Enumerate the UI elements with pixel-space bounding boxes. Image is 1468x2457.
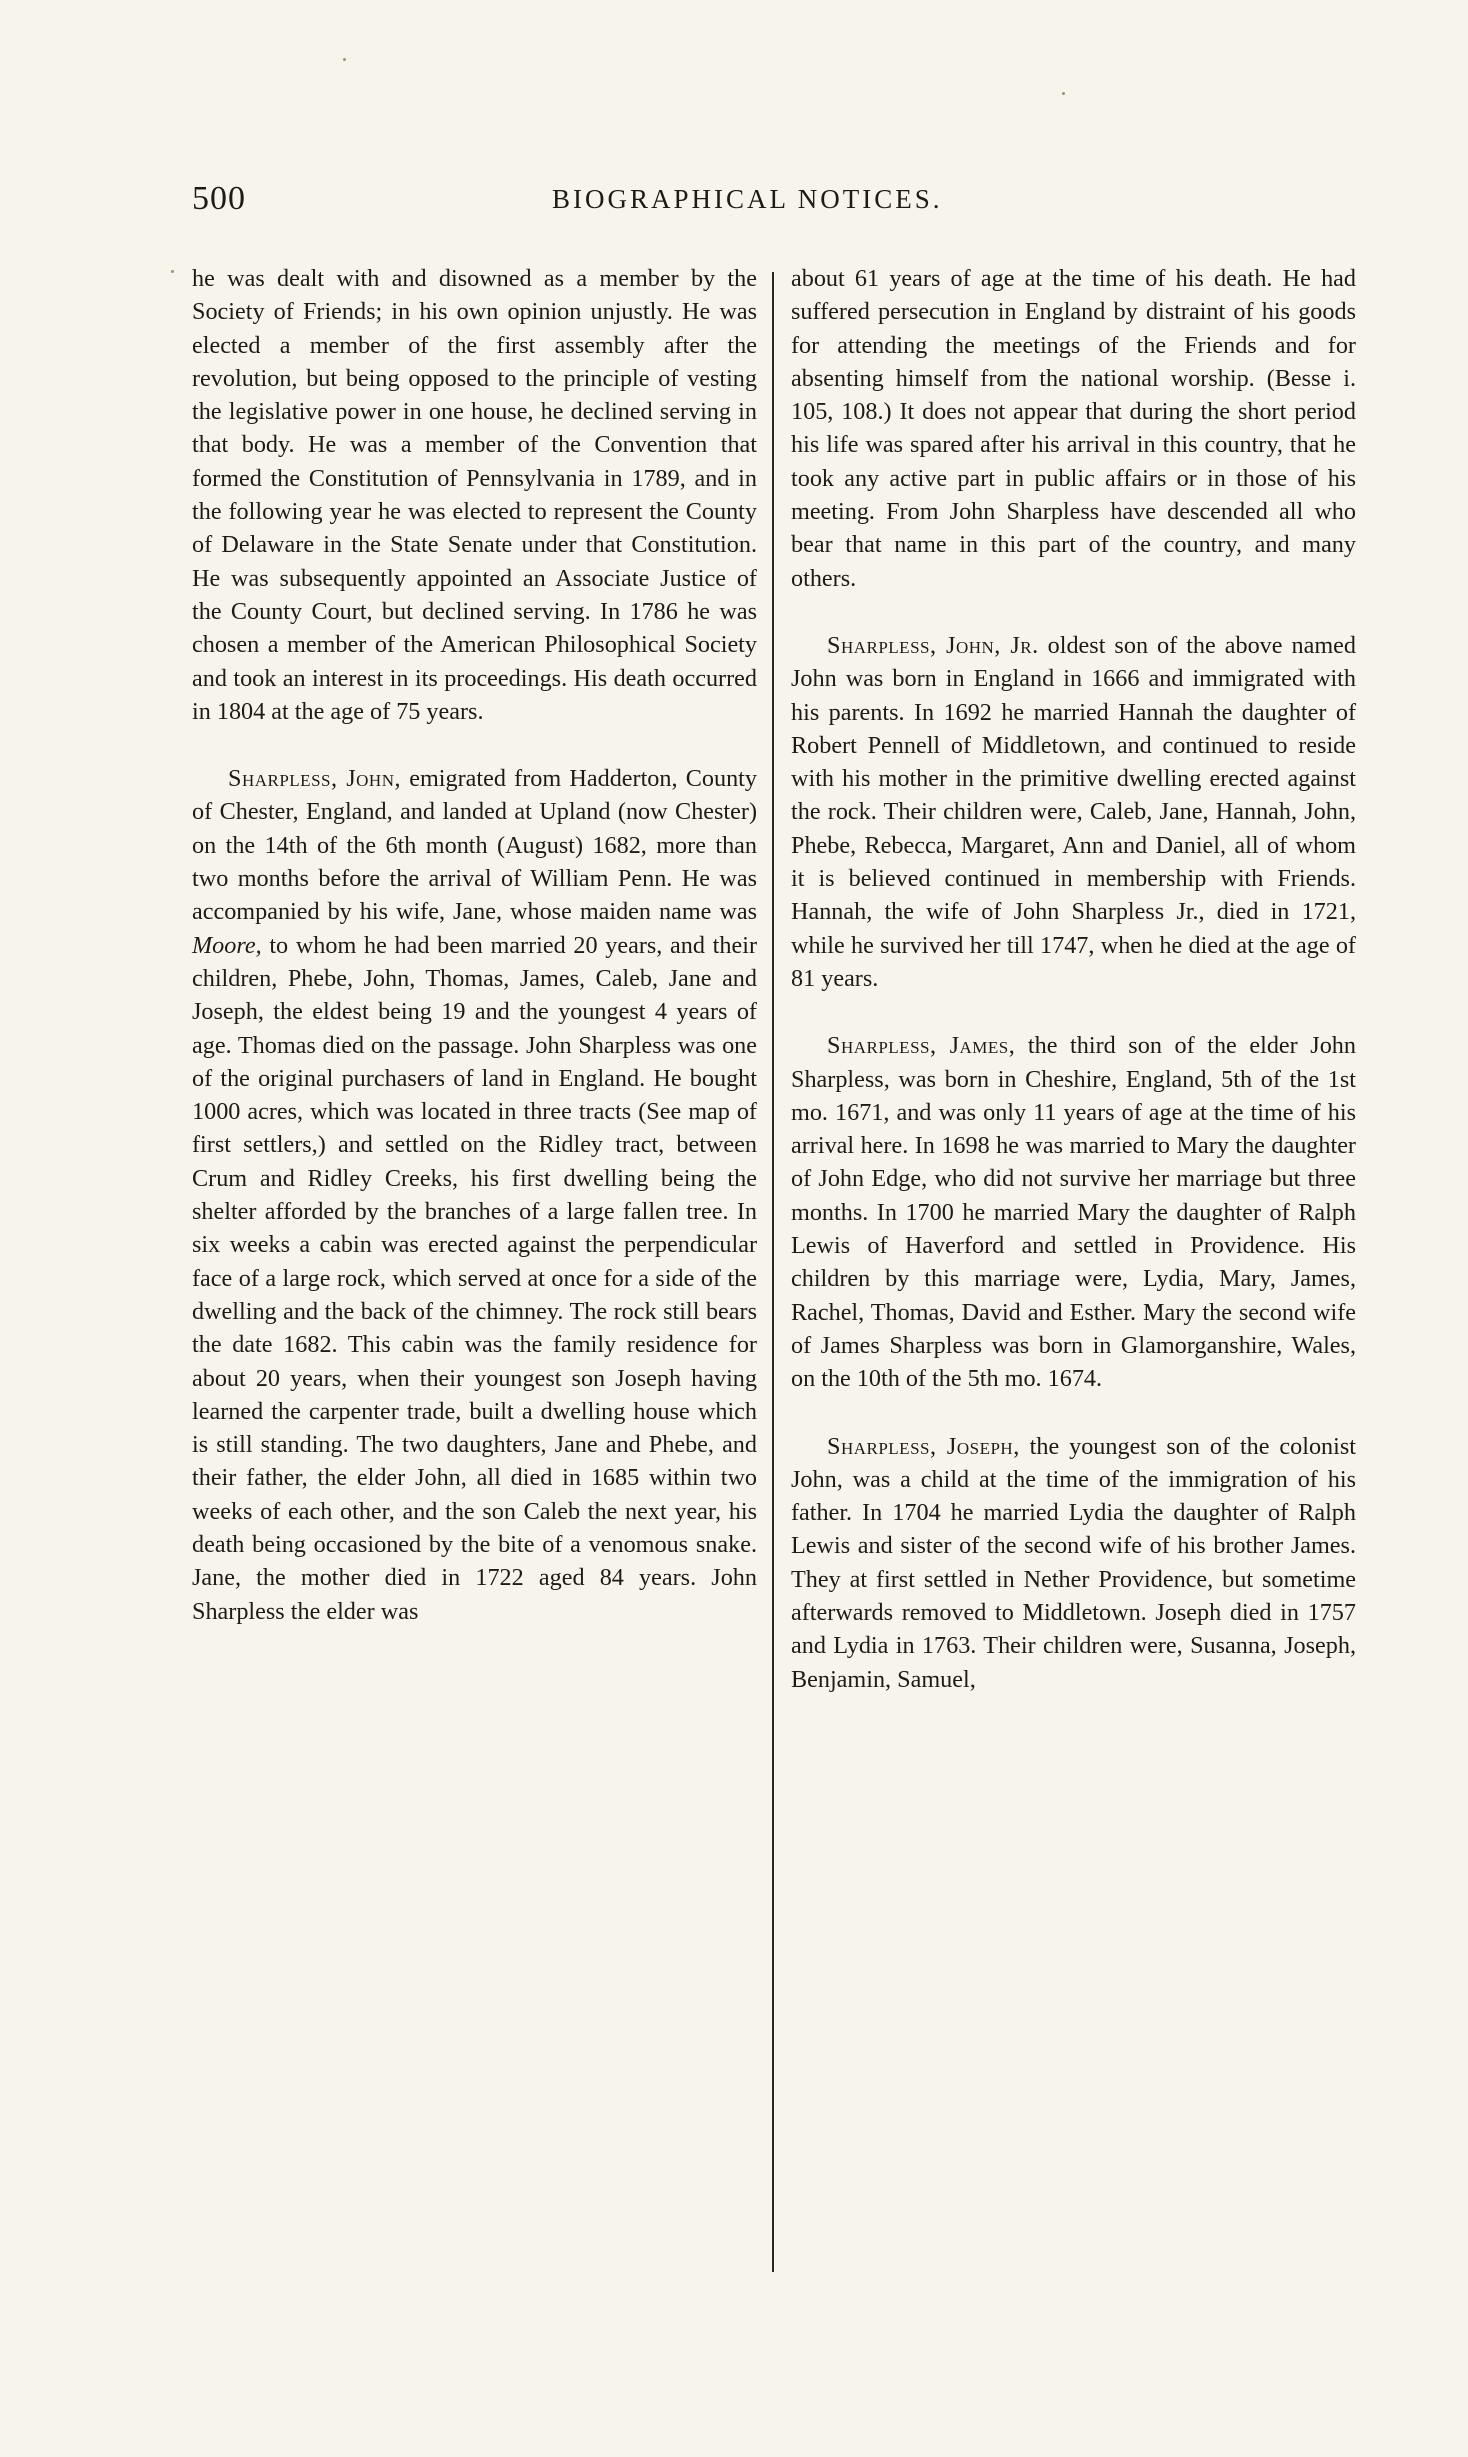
entry-john-sharpless xyxy=(192,762,757,1628)
entry-heading: Sharpless, Joseph, xyxy=(827,1432,1020,1460)
page-number: 500 xyxy=(192,180,246,217)
entry-heading: Sharpless, John, xyxy=(228,765,402,793)
paper-speck xyxy=(343,58,346,61)
paper-speck xyxy=(1062,92,1065,95)
entry-text: the third son of the elder John Sharpless, was born in Cheshire, England, 5th of the 1st mo. 1671, and was only 11 years of age at the time of his arrival here. In 1698 he was married to Mary the daughter of John Edge, who did not survive her marriage but three months. In 1700 he married Mary the daughter of Ralph Lewis of Haverford and settled in Providence. His children by this marriage were, Lydia, Mary, James, Rachel, Thomas, David and Esther. Mary the second wife of James Sharpless was born in Glamorganshire, Wales, on the 10th of the 5th mo. 1674. xyxy=(791,1032,1356,1393)
paper-speck xyxy=(171,270,174,273)
paragraph-continued: about 61 years of age at the time of his death. He had suffered persecution in England by distraint of his goods for attending the meetings of the Friends and for absenting himself from the national worship. (Besse i. 105, 108.) It does not appear that during the short period his life was spared after his arrival in this country, that he took any active part in public affairs or in those of his meeting. From John Sharpless have descended all who bear that name in this part of the country, and many others. xyxy=(791,265,1356,592)
entry-text: emigrated from Hadderton, County of Chester, England, and landed at Upland (now Chester) on the 14th of the 6th month (August) 1682, more than two months before the arrival of William Penn. He was accompanied by his wife, Jane, whose maiden name was xyxy=(192,765,757,926)
entry-joseph-sharpless xyxy=(791,1430,1356,1696)
column-divider xyxy=(772,272,774,2272)
entry-text: to whom he had been married 20 years, and their children, Phebe, John, Thomas, James, Caleb, Jane and Joseph, the eldest being 19 and the youngest 4 years of age. Thomas died on the passage. John Sharpless was one of the original purchasers of land in England. He bought 1000 acres, which was located in three tracts (See map of first settlers,) and settled on the Ridley tract, between Crum and Ridley Creeks, his first dwelling being the shelter afforded by the branches of a large fallen tree. In six weeks a cabin was erected against the perpendicular face of a large rock, which served at once for a side of the dwelling and the back of the chimney. The rock still bears the date 1682. This cabin was the family residence for about 20 years, when their youngest son Joseph having learned the carpenter trade, built a dwelling house which is still standing. The two daughters, Jane and Phebe, and their father, the elder John, all died in 1685 within two weeks of each other, and the son Caleb the next year, his death being occasioned by the bite of a venomous snake. Jane, the mother died in 1722 aged 84 years. John Sharpless the elder was xyxy=(192,931,757,1625)
page-header xyxy=(192,180,982,226)
entry-text: oldest son of the above named John was born in England in 1666 and immigrated with his parents. In 1692 he married Hannah the daughter of Robert Pennell of Middletown, and continued to reside with his mother in the primitive dwelling erected against the rock. Their children were, Caleb, Jane, Hannah, John, Phebe, Rebecca, Margaret, Ann and Daniel, all of whom it is believed continued in membership with Friends. Hannah, the wife of John Sharpless Jr., died in 1721, while he survived her till 1747, when he died at the age of 81 years. xyxy=(791,631,1356,992)
running-head: BIOGRAPHICAL NOTICES. xyxy=(552,184,943,214)
entry-john-sharpless-jr xyxy=(791,629,1356,995)
entry-heading: Sharpless, John, Jr. xyxy=(827,631,1039,659)
entry-james-sharpless xyxy=(791,1029,1356,1395)
italic-name: Moore, xyxy=(192,931,262,959)
left-column xyxy=(192,262,757,1628)
entry-text: the youngest son of the colonist John, was a child at the time of the immigration of his father. In 1704 he married Lydia the daughter of Ralph Lewis and sister of the second wife of his brother James. They at first settled in Nether Providence, but sometime afterwards removed to Middletown. Joseph died in 1757 and Lydia in 1763. Their children were, Susanna, Joseph, Benjamin, Samuel, xyxy=(791,1432,1356,1693)
entry-heading: Sharpless, James, xyxy=(827,1032,1016,1060)
paragraph-continued: he was dealt with and disowned as a member by the Society of Friends; in his own opinion unjustly. He was elected a member of the first assembly after the revolution, but being opposed to the principle of vesting the legislative power in one house, he declined serving in that body. He was a member of the Convention that formed the Constitution of Pennsylvania in 1789, and in the following year he was elected to represent the County of Delaware in the State Senate under that Constitution. He was subsequently appointed an Associate Justice of the County Court, but declined serving. In 1786 he was chosen a member of the American Philosophical Society and took an interest in its proceedings. His death occurred in 1804 at the age of 75 years. xyxy=(192,265,757,725)
right-column xyxy=(791,262,1356,1696)
